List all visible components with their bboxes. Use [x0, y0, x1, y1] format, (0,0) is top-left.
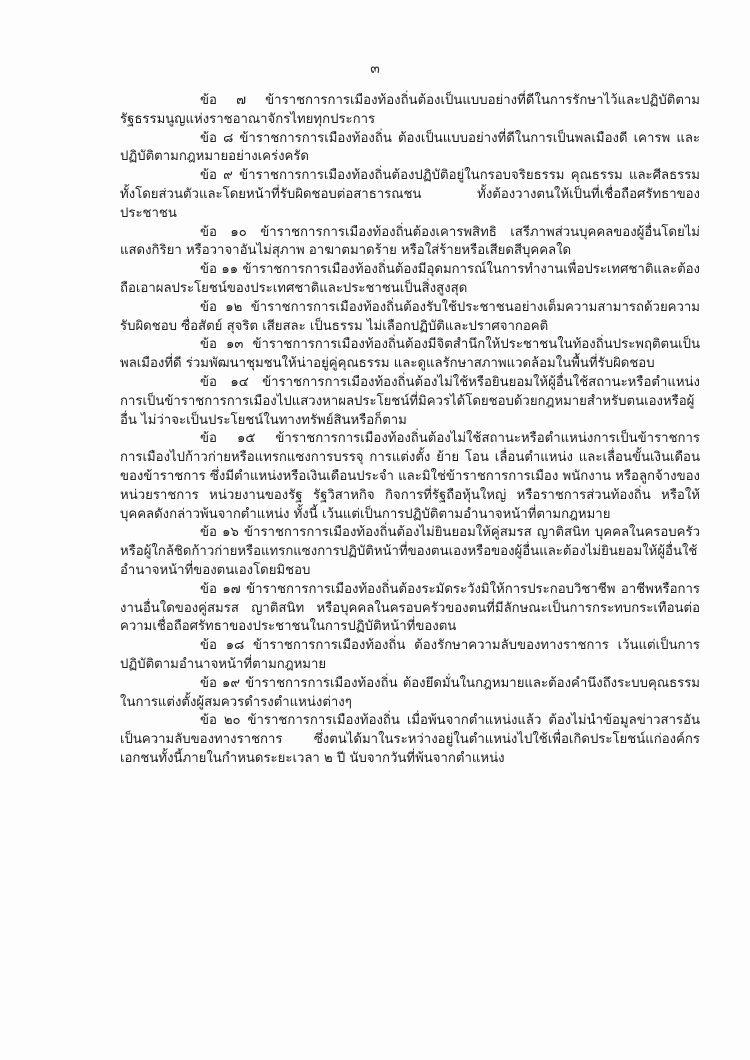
section-18: ข้อ ๑๘ ข้าราชการการเมืองท้องถิ่น ต้องรักษาความลับของทางราชการ เว้นแต่เป็นการปฏิบัติตามอำนาจหน้าที่ตามกฎหมาย	[120, 638, 700, 672]
section-12: ข้อ ๑๒ ข้าราชการการเมืองท้องถิ่นต้องรับใช้ประชาชนอย่างเต็มความสามารถด้วยความรับผิดชอบ ซื่อสัตย์ สุจริต เสียสละ เป็นธรรม ไม่เลือกปฏิบัติและปราศจากอคติ	[120, 299, 700, 334]
section-13: ข้อ ๑๓ ข้าราชการการเมืองท้องถิ่นต้องมีจิตสำนึกให้ประชาชนในท้องถิ่นประพฤติตนเป็นพลเมืองที่ดี ร่วมพัฒนาชุมชนให้น่าอยู่คู่คุณธรรม และดูแลรักษาสภาพแวดล้อมในพื้นที่รับผิดชอบ	[120, 337, 700, 372]
page-number: ๓	[370, 61, 380, 77]
section-16: ข้อ ๑๖ ข้าราชการการเมืองท้องถิ่นต้องไม่ยินยอมให้คู่สมรส ญาติสนิท บุคคลในครอบครัว หรือผู้ใกล้ชิดก้าวก่ายหรือแทรกแซงการปฏิบัติหน้าที่ของตนเองหรือของผู้อื่นและต้องไม่ยินยอมให้ผู้อื่นใช้อำนาจหน้าที่ของตนเองโดยมิชอบ	[120, 525, 700, 578]
section-8: ข้อ ๘ ข้าราชการการเมืองท้องถิ่น ต้องเป็นแบบอย่างที่ดีในการเป็นพลเมืองดี เคารพ และปฏิบัติตามกฎหมายอย่างเคร่งครัด	[120, 130, 700, 165]
section-17: ข้อ ๑๗ ข้าราชการการเมืองท้องถิ่นต้องระมัดระวังมิให้การประกอบวิชาชีพ อาชีพหรือการงานอื่นใดของคู่สมรส ญาติสนิท หรือบุคคลในครอบครัวของตนที่มีลักษณะเป็นการกระทบกระเทือนต่อความเชื่อถือศรัทธาของประชาชนในการปฏิบัติหน้าที่ของตน	[120, 581, 700, 635]
section-10: ข้อ ๑๐ ข้าราชการการเมืองท้องถิ่นต้องเคารพสิทธิ เสรีภาพส่วนบุคคลของผู้อื่นโดยไม่แสดงกิริยา หรือวาจาอันไม่สุภาพ อาฆาตมาดร้าย หรือใส่ร้ายหรือเสียดสีบุคคลใด	[120, 224, 700, 259]
section-20: ข้อ ๒๐ ข้าราชการการเมืองท้องถิ่น เมื่อพ้นจากตำแหน่งแล้ว ต้องไม่นำข้อมูลข่าวสารอันเป็นความลับของทางราชการ ซึ่งตนได้มาในระหว่างอยู่ในตำแหน่งไปใช้เพื่อเกิดประโยชน์แก่องค์กรเอกชนทั้งนี้ภายในกำหนดระยะเวลา ๒ ปี นับจากวันที่พ้นจากตำแหน่ง	[120, 713, 700, 766]
section-9: ข้อ ๙ ข้าราชการการเมืองท้องถิ่นต้องปฏิบัติอยู่ในกรอบจริยธรรม คุณธรรม และศีลธรรมทั้งโดยส่วนตัวและโดยหน้าที่รับผิดชอบต่อสาธารณชน ทั้งต้องวางตนให้เป็นที่เชื่อถือศรัทธาของประชาชน	[120, 168, 700, 221]
section-15: ข้อ ๑๕ ข้าราชการการเมืองท้องถิ่นต้องไม่ใช้สถานะหรือตำแหน่งการเป็นข้าราชการการเมืองไปก้าวก่ายหรือแทรกแซงการบรรจุ การแต่งตั้ง ย้าย โอน เลื่อนตำแหน่ง และเลื่อนขั้นเงินเดือนของข้าราชการ ซึ่งมีตำแหน่งหรือเงินเดือนประจำ และมิใช่ข้าราชการการเมือง พนักงาน หรือลูกจ้างของหน่วยราชการ หน่วยงานของรัฐ รัฐวิสาหกิจ กิจการที่รัฐถือหุ้นใหญ่ หรือราชการส่วนท้องถิ่น หรือให้บุคคลดังกล่าวพ้นจากตำแหน่ง ทั้งนี้ เว้นแต่เป็นการปฏิบัติตามอำนาจหน้าที่ตามกฎหมาย	[120, 431, 700, 522]
document-body	[120, 92, 700, 769]
section-19: ข้อ ๑๙ ข้าราชการการเมืองท้องถิ่น ต้องยึดมั่นในกฎหมายและต้องคำนึงถึงระบบคุณธรรมในการแต่งตั้งผู้สมควรดำรงตำแหน่งต่างๆ	[120, 675, 700, 710]
section-7: ข้อ ๗ ข้าราชการการเมืองท้องถิ่นต้องเป็นแบบอย่างที่ดีในการรักษาไว้และปฏิบัติตามรัฐธรรมนูญแห่งราชอาณาจักรไทยทุกประการ	[120, 93, 700, 127]
section-11: ข้อ ๑๑ ข้าราชการการเมืองท้องถิ่นต้องมีอุดมการณ์ในการทำงานเพื่อประเทศชาติและต้องถือเอาผลประโยชน์ของประเทศชาติและประชาชนเป็นสิ่งสูงสุด	[120, 262, 700, 296]
section-14: ข้อ ๑๔ ข้าราชการการเมืองท้องถิ่นต้องไม่ใช้หรือยินยอมให้ผู้อื่นใช้สถานะหรือตำแหน่งการเป็นข้าราชการการเมืองไปแสวงหาผลประโยชน์ที่มิควรได้โดยชอบด้วยกฎหมายสำหรับตนเองหรือผู้อื่น ไม่ว่าจะเป็นประโยชน์ในทางทรัพย์สินหรือก็ตาม	[120, 374, 700, 428]
